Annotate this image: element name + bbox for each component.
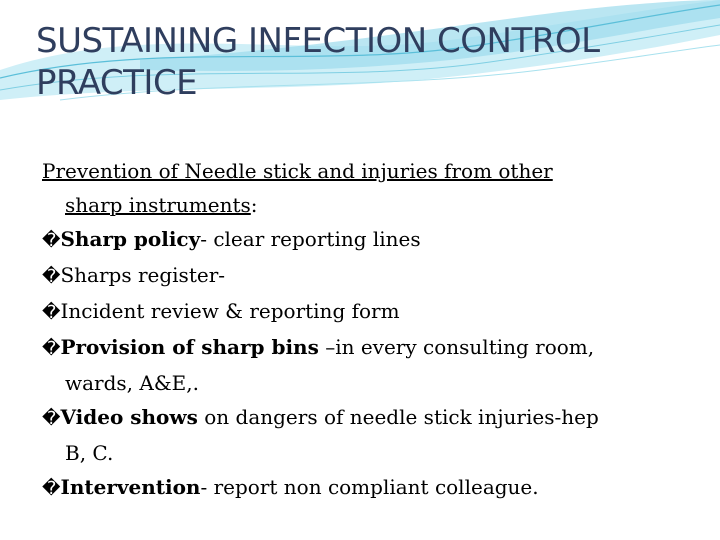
list-item-bold: Intervention [60,475,201,499]
list-item [42,470,682,506]
list-item-bold: Video shows [60,405,198,429]
bullet-icon: � [42,266,61,287]
slide-title-line-2: PRACTICE [36,63,198,103]
bullet-icon: � [42,302,61,323]
list-item-bold: Sharp policy [60,227,201,251]
list-item [42,400,682,436]
slide-title [36,20,696,104]
bullet-icon: � [42,478,61,499]
list-item-text: on dangers of needle stick injuries-hep [197,405,599,429]
list-item [42,294,682,330]
list-item [42,258,682,294]
heading-line-1 [42,154,682,188]
bullet-icon: � [42,338,61,359]
heading-line-2 [42,188,682,222]
list-item-text: –in every consulting room, [318,335,595,359]
bullet-icon: � [42,408,61,429]
list-item-continuation: B, C. [65,441,114,465]
list-item-text: Incident review & reporting form [60,299,400,323]
bullet-icon: � [42,230,61,251]
list-item-text: - clear reporting lines [200,227,421,251]
slide-body [42,154,682,506]
list-item-text: Sharps register- [60,263,226,287]
list-item [42,330,682,366]
heading-colon: : [250,193,258,217]
slide-title-line-1: SUSTAINING INFECTION CONTROL [36,21,600,61]
list-item-continuation: wards, A&E,. [65,371,199,395]
list-item-bold: Provision of sharp bins [60,335,319,359]
heading-text-2: sharp instruments [65,193,251,217]
list-item [42,222,682,258]
heading-text-1: Prevention of Needle stick and injuries from other [42,159,553,183]
list-item-text: - report non compliant colleague. [200,475,539,499]
